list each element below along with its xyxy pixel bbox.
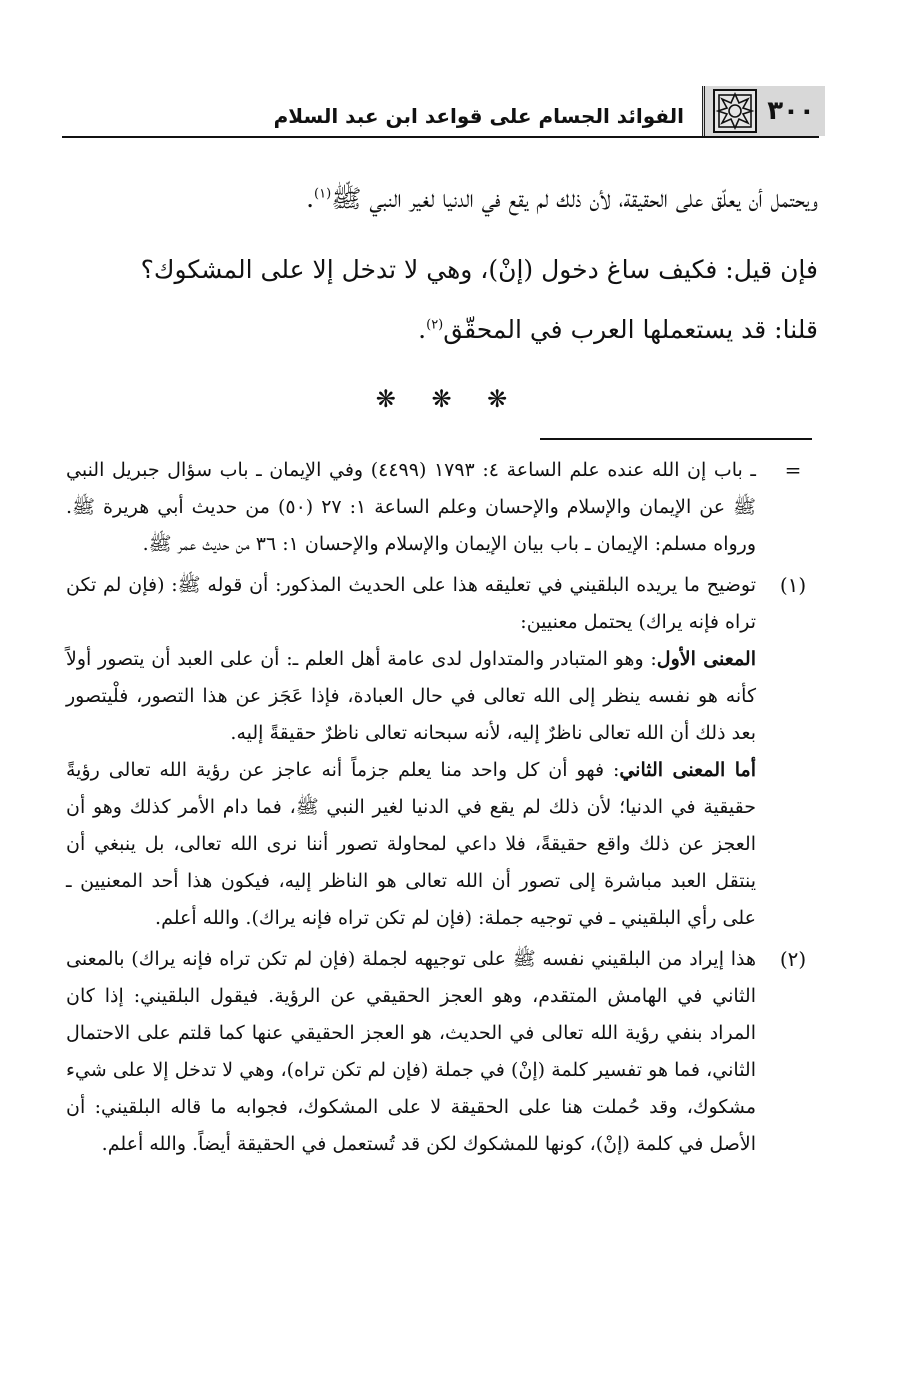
footnote-1-marker: (١) xyxy=(779,573,807,597)
footnote-2-marker: (٢) xyxy=(779,947,807,971)
main-paragraph-2-line-2: قلنا: قد يستعملها العرب في المحقّق xyxy=(443,315,818,344)
main-paragraph-2-line-1: فإن قيل: فكيف ساغ دخول (إنْ)، وهي لا تدخل إلا على المشكوك؟ xyxy=(140,255,818,284)
footnote-1-second-meaning xyxy=(66,752,756,937)
footnote-continued-text: ـ باب إن الله عنده علم الساعة ٤: ١٧٩٣ (٤٤٩٩) وفي الإيمان ـ باب سؤال جبريل النبي ﷺ عن الإيمان والإسلام والإحسان وعلم الساعة ١: ٢٧ (٥٠) من حديث أبي هريرة ﷺ. ورواه مسلم: الإيمان ـ باب بيان الإيمان والإسلام والإحسان ١: ٣٦ من حديث عمر ﷺ. xyxy=(66,459,756,555)
footnote-rule xyxy=(540,438,812,440)
running-title: الفوائد الجسام على قواعد ابن عبد السلام xyxy=(273,104,684,128)
main-paragraph-1 xyxy=(40,168,818,230)
main-paragraph-1-end: . xyxy=(306,184,315,213)
running-header xyxy=(62,84,822,140)
footnote-1-content xyxy=(66,567,756,937)
page-number: ٣٠٠ xyxy=(767,96,815,126)
footnote-1-second-text: : فهو أن كل واحد منا يعلم جزماً أنه عاجز عن رؤية الله تعالى رؤيةً حقيقية في الدنيا؛ لأن ذلك لم يقع في الدنيا لغير النبي ﷺ، فما دام الأمر كذلك وهو أن العجز عن ذلك واقع حقيقةً، فلا داعي لمحاولة تصور أننا نرى الله تعالى، بل ينبغي أن ينتقل العبد مباشرة إلى تصور أن الله تعالى هو الناظر إليه، فيكون هذا أحد المعنيين ـ على رأي البلقيني ـ في توجيه جملة: (فإن لم تكن تراه فإنه يراك). والله أعلم. xyxy=(66,759,756,929)
footnote-2 xyxy=(66,941,818,1163)
footnote-1-first-meaning xyxy=(66,641,756,752)
main-paragraph-2-end: . xyxy=(418,315,427,344)
geometric-ornament-icon xyxy=(713,89,757,133)
main-text xyxy=(40,168,818,360)
footnote-continued-marker: = xyxy=(784,458,802,482)
footnote-2-text: هذا إيراد من البلقيني نفسه ﷺ على توجيهه لجملة (فإن لم تكن تراه فإنه يراك) بالمعنى الثاني في الهامش المتقدم، وهو العجز الحقيقي عن الرؤية. فيقول البلقيني: إذا كان المراد بنفي رؤية الله تعالى في الحديث، هو العجز الحقيقي عنها كما قلتم على الاحتمال الثاني، فما هو تفسير كلمة (إنْ) في جملة (فإن لم تكن تراه)، وهي لا تدخل إلا على شيء مشكوك، وقد حُملت هنا على الحقيقة لا على المشكوك، فجوابه ما قاله البلقيني: أن الأصل في كلمة (إنْ)، كونها للمشكوك لكن قد تُستعمل في الحقيقة أيضاً. والله أعلم. xyxy=(66,948,756,1155)
footnote-ref-2: (٢) xyxy=(426,317,444,333)
page-number-box xyxy=(702,86,825,136)
footnote-1-second-label: أما المعنى الثاني xyxy=(619,759,756,781)
footnote-1 xyxy=(66,567,818,937)
footnote-ref-1: (١) xyxy=(314,186,332,202)
footnote-1-first-text: : وهو المتبادر والمتداول لدى عامة أهل العلم ـ: أن على العبد أن يتصور أولاً كأنه هو نفسه ينظر إلى الله تعالى في حال العبادة، فإذا عَجَز عن هذا التصور، فلْيتصور بعد ذلك أن الله تعالى ناظرٌ إليه، لأنه سبحانه تعالى ناظرٌ حقيقةً إليه. xyxy=(66,648,756,744)
footnote-1-intro: توضيح ما يريده البلقيني في تعليقه هذا على الحديث المذكور: أن قوله ﷺ: (فإن لم تكن تراه فإنه يراك) يحتمل معنيين: xyxy=(66,574,756,633)
footnote-continued xyxy=(66,452,818,563)
header-rule xyxy=(62,136,819,138)
main-paragraph-2 xyxy=(40,240,818,360)
section-separator: ❋ ❋ ❋ xyxy=(375,385,522,413)
footnotes xyxy=(66,452,818,1167)
main-paragraph-1-text: ويحتمل أن يعلّق على الحقيقة، لأن ذلك لم يقع في الدنيا لغير النبي ﷺ xyxy=(331,184,818,213)
footnote-1-first-label: المعنى الأول xyxy=(656,648,756,670)
